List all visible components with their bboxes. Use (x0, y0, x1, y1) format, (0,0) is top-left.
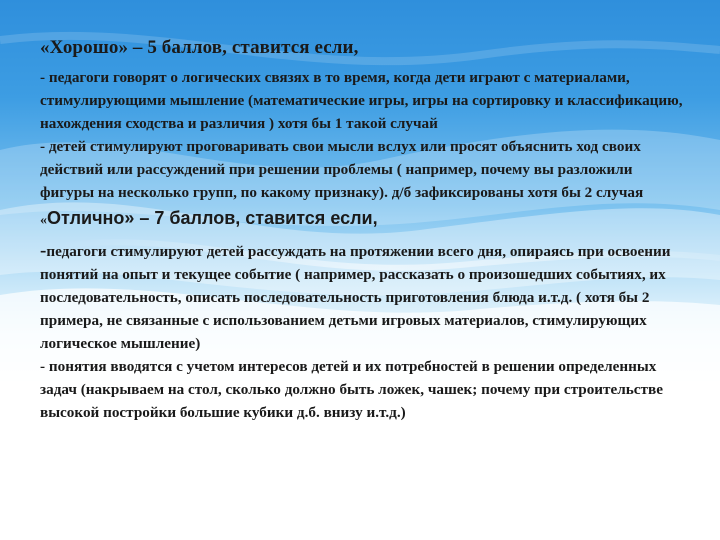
excellent-item-1-text: педагоги стимулируют детей рассуждать на протяжении всего дня, опираясь при освоении понятий на опыт и текущее событие ( например, рассказать о произошедших событиях, их последовательность, описать последовательность приготовления блюда и.т.д. ( хотя бы 2 примера, не связанные с использованием детьми игровых материалов, стимулирующих логическое мышление) (40, 243, 671, 352)
good-item-2: - детей стимулируют проговаривать свои мысли вслух или просят объяснить ход своих действий или рассуждений при решении проблемы ( например, почему вы разложили фигуры на несколько групп, по какому признаку). д/б зафиксированы хотя бы 2 случая (40, 138, 644, 201)
slide-text (40, 36, 690, 424)
excellent-item-1 (40, 239, 690, 355)
heading-good: «Хорошо» – 5 баллов, ставится если, (40, 37, 359, 58)
good-item-1: - педагоги говорят о логических связях в то время, когда дети играют с материалами, стимулирующими мышление (математические игры, игры на сортировку и классификацию, нахождения сходства и различия ) хотя бы 1 такой случай (40, 69, 683, 132)
heading-excellent-quote: « (40, 213, 47, 228)
heading-excellent (40, 206, 690, 233)
heading-excellent-text: Отлично» – 7 баллов, ставится если, (47, 208, 378, 228)
excellent-item-1-dash: - (40, 240, 47, 261)
excellent-item-2: - понятия вводятся с учетом интересов детей и их потребностей в решении определенных задач (накрываем на стол, сколько должно быть ложек, чашек; почему при строительстве высокой постройки большие кубики д.б. внизу и.т.д.) (40, 358, 663, 421)
